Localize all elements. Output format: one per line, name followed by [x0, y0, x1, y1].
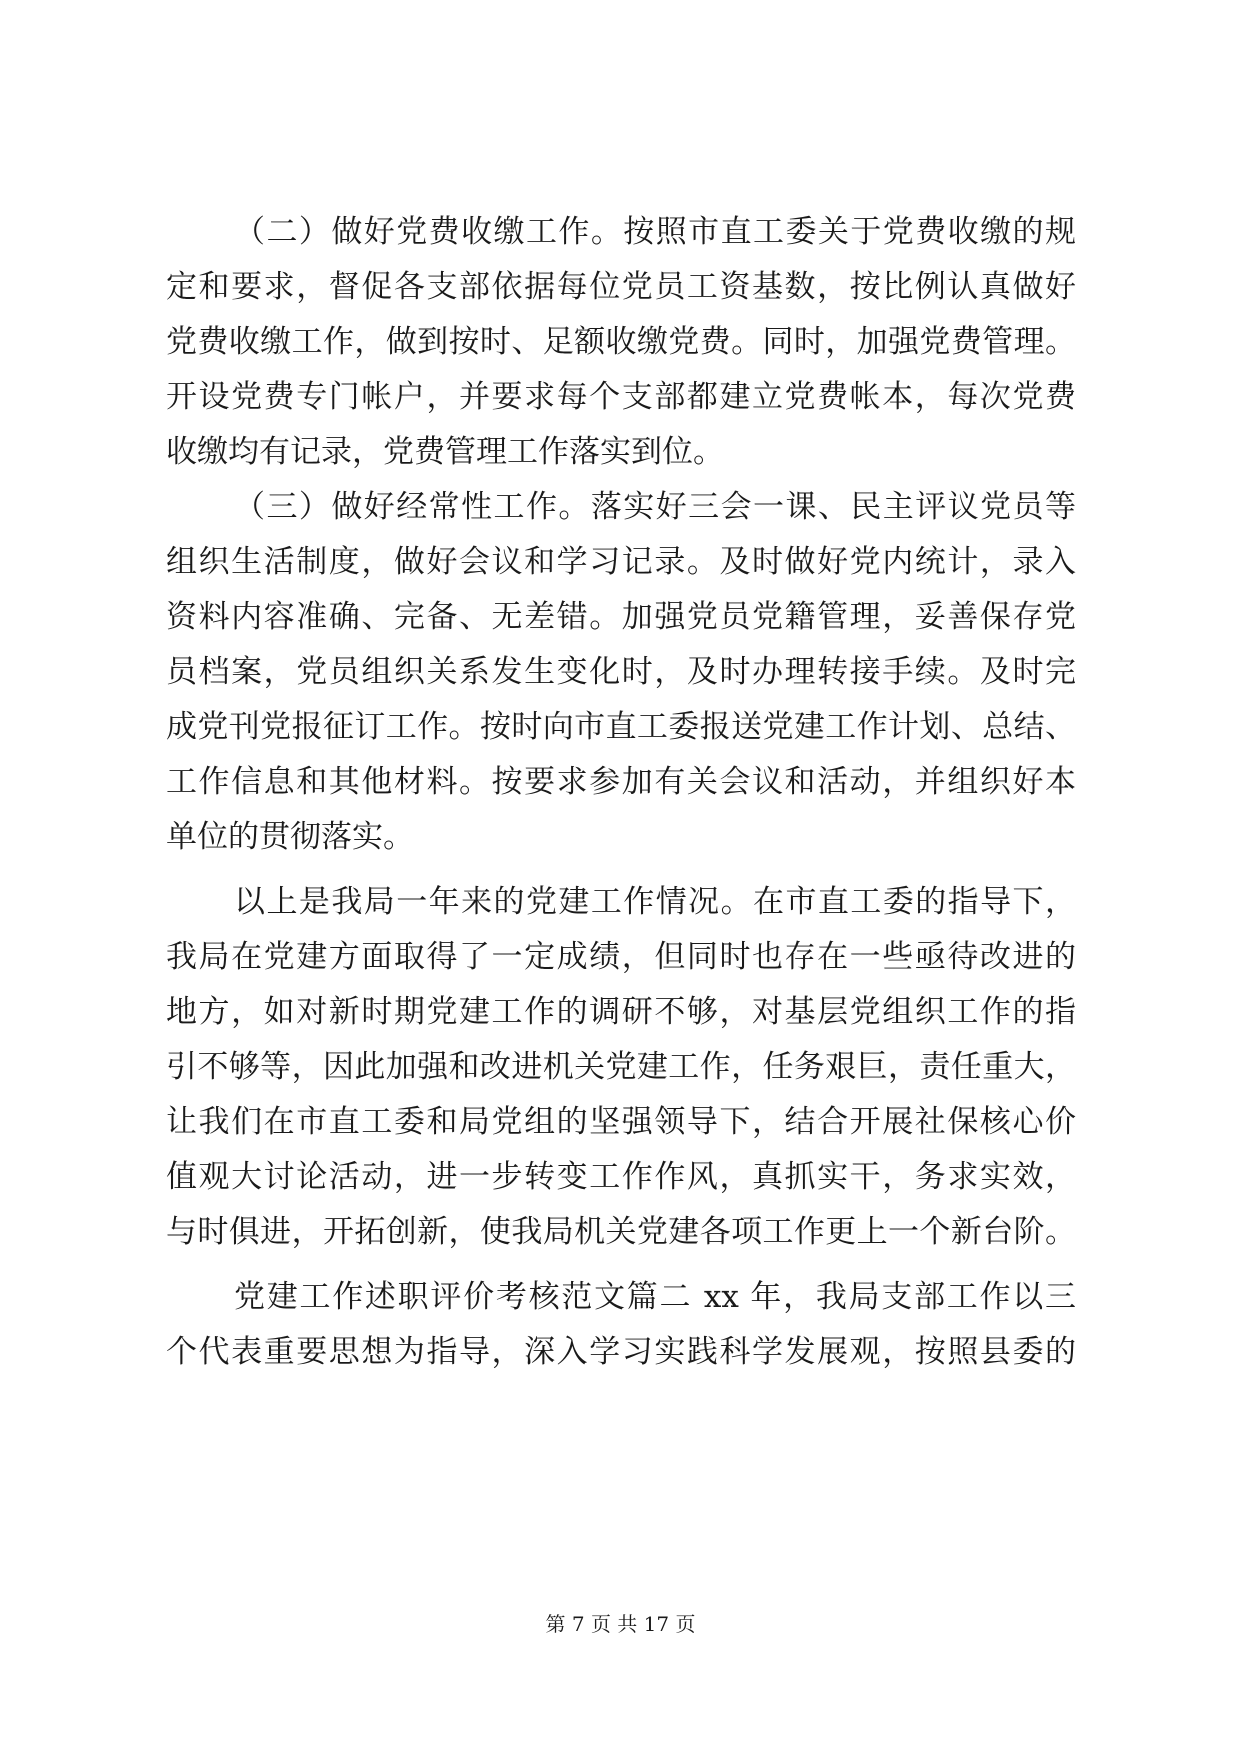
text-line: （二）做好党费收缴工作。按照市直工委关于党费收缴的规: [234, 214, 1076, 250]
text-line: 党费收缴工作，做到按时、足额收缴党费。同时，加强党费管理。: [166, 324, 1076, 360]
text-line: 我局在党建方面取得了一定成绩，但同时也存在一些亟待改进的: [166, 939, 1076, 975]
text-line: 组织生活制度，做好会议和学习记录。及时做好党内统计，录入: [166, 544, 1076, 580]
text-line: 与时俱进，开拓创新，使我局机关党建各项工作更上一个新台阶。: [166, 1214, 1076, 1250]
text-line: 地方，如对新时期党建工作的调研不够，对基层党组织工作的指: [166, 994, 1076, 1030]
text-line: 让我们在市直工委和局党组的坚强领导下，结合开展社保核心价: [166, 1104, 1076, 1140]
text-line: （三）做好经常性工作。落实好三会一课、民主评议党员等: [234, 489, 1076, 525]
text-line: 工作信息和其他材料。按要求参加有关会议和活动，并组织好本: [166, 764, 1076, 800]
text-line: 开设党费专门帐户，并要求每个支部都建立党费帐本，每次党费: [166, 379, 1076, 415]
text-line: 单位的贯彻落实。: [166, 819, 414, 855]
text-line: 成党刊党报征订工作。按时向市直工委报送党建工作计划、总结、: [166, 709, 1076, 745]
text-line: 资料内容准确、完备、无差错。加强党员党籍管理，妥善保存党: [166, 599, 1076, 635]
text-line: 收缴均有记录，党费管理工作落实到位。: [166, 434, 724, 470]
text-line: 引不够等，因此加强和改进机关党建工作，任务艰巨，责任重大，: [166, 1049, 1076, 1085]
page-number-footer: 第 7 页 共 17 页: [545, 1612, 696, 1636]
text-line: 党建工作述职评价考核范文篇二 xx 年，我局支部工作以三: [234, 1279, 1076, 1315]
text-line: 个代表重要思想为指导，深入学习实践科学发展观，按照县委的: [166, 1334, 1076, 1370]
text-line: 以上是我局一年来的党建工作情况。在市直工委的指导下，: [234, 884, 1076, 920]
text-line: 定和要求，督促各支部依据每位党员工资基数，按比例认真做好: [166, 269, 1076, 305]
text-line: 值观大讨论活动，进一步转变工作作风，真抓实干，务求实效，: [166, 1159, 1076, 1195]
text-line: 员档案，党员组织关系发生变化时，及时办理转接手续。及时完: [166, 654, 1076, 690]
